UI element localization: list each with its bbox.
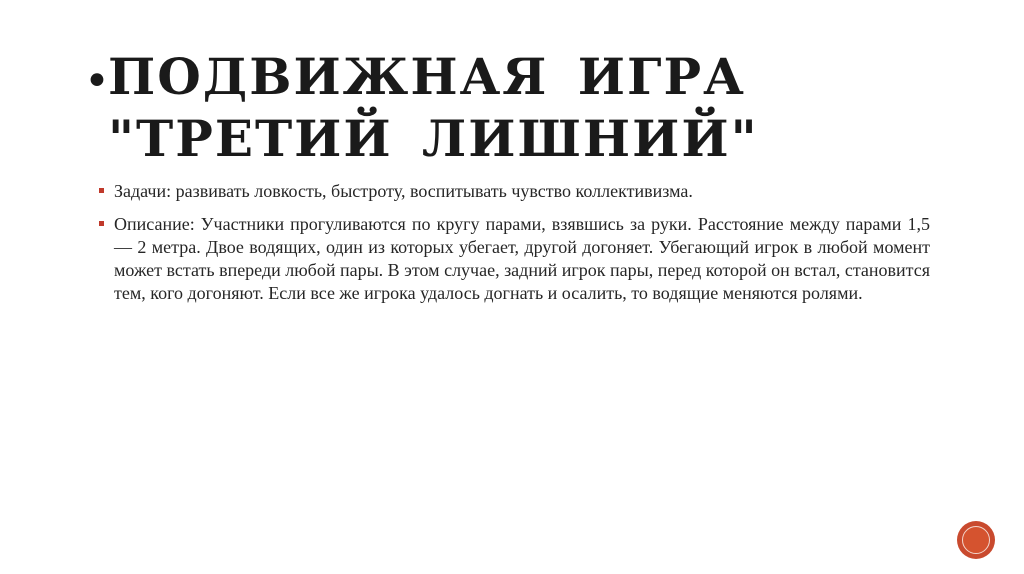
square-bullet-icon xyxy=(99,188,104,193)
title-bullet: • xyxy=(84,56,110,107)
title-block xyxy=(84,46,944,170)
item-text: Задачи: развивать ловкость, быстроту, воспитывать чувство коллективизма. xyxy=(114,181,693,201)
slide-title: ПОДВИЖНАЯ ИГРА "ТРЕТИЙ ЛИШНИЙ" xyxy=(108,47,759,168)
item-text: Описание: Участники прогуливаются по кругу парами, взявшись за руки. Расстояние между парами 1,5 — 2 метра. Двое водящих, один из которых убегает, другой догоняет. Убегающий игрок в любой момент может встать впереди любой пары. В этом случае, задний игрок пары, перед которой он встал, становится тем, кого догоняют. Если все же игрока удалось догнать и осалить, то водящие меняются ролями. xyxy=(114,214,931,303)
list-item-description xyxy=(108,213,930,305)
badge-inner-ring xyxy=(962,526,990,554)
circle-badge-icon xyxy=(958,522,994,558)
content-list xyxy=(108,180,930,315)
list-item-tasks xyxy=(108,180,930,203)
square-bullet-icon xyxy=(99,221,104,226)
